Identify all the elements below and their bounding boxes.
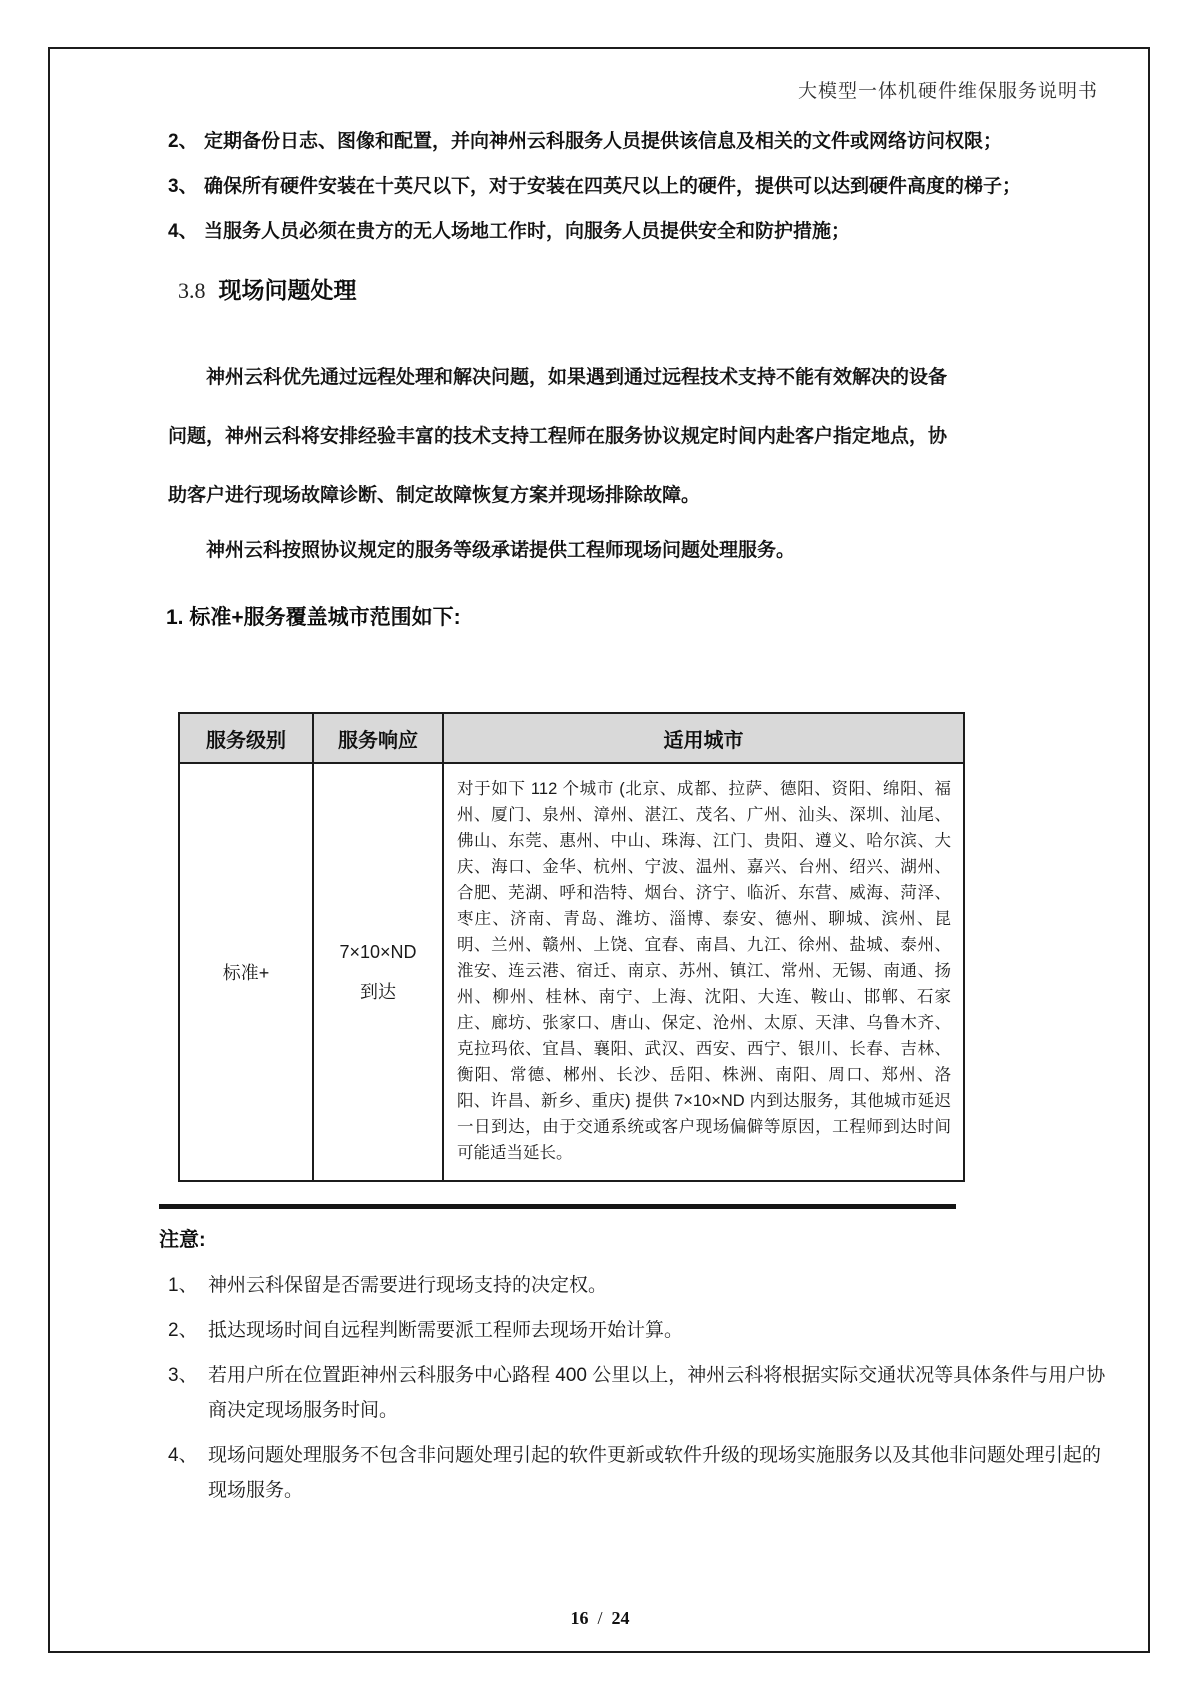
- notes-list: [168, 1268, 1118, 1508]
- note-item: [168, 1358, 1118, 1428]
- section-title: 现场问题处理: [218, 277, 357, 303]
- header-service-level: 服务级别: [179, 713, 313, 763]
- list-item: [168, 130, 1048, 153]
- page-footer: [0, 1608, 1200, 1629]
- list-item-text: 定期备份日志、图像和配置，并向神州云科服务人员提供该信息及相关的文件或网络访问权限；: [204, 131, 1003, 152]
- list-item: [168, 220, 1048, 243]
- footer-separator: /: [597, 1608, 603, 1628]
- section-heading: [178, 272, 357, 305]
- table-caption-heading: 1. 标准+服务覆盖城市范围如下:: [166, 606, 461, 629]
- list-item-number: 3、: [168, 176, 198, 197]
- note-item-text: 若用户所在位置距神州云科服务中心路程 400 公里以上，神州云科将根据实际交通状况等具体条件与用户协商决定现场服务时间。: [208, 1365, 1106, 1421]
- footer-page-number: 16: [570, 1608, 589, 1628]
- note-item: [168, 1438, 1118, 1508]
- table-header-row: [179, 713, 964, 763]
- notes-label: 注意:: [159, 1229, 206, 1251]
- note-item-text: 神州云科保留是否需要进行现场支持的决定权。: [208, 1275, 608, 1296]
- note-item-text: 现场问题处理服务不包含非问题处理引起的软件更新或软件升级的现场实施服务以及其他非问题处理引起的现场服务。: [208, 1445, 1102, 1501]
- thick-divider-rule: [159, 1204, 956, 1209]
- list-item: [168, 175, 1048, 198]
- header-applicable-cities: 适用城市: [443, 713, 964, 763]
- document-header-title: 大模型一体机硬件维保服务说明书: [797, 81, 1098, 102]
- note-item-number: 1、: [168, 1275, 198, 1296]
- service-response-line1: 7×10×ND: [339, 942, 417, 962]
- top-numbered-list: [168, 130, 1048, 265]
- note-item: [168, 1313, 1118, 1348]
- header-service-response: 服务响应: [313, 713, 443, 763]
- list-item-number: 2、: [168, 131, 198, 152]
- list-item-number: 4、: [168, 221, 198, 242]
- paragraph-remote-first: 神州云科优先通过远程处理和解决问题，如果遇到通过远程技术支持不能有效解决的设备问题，神州云科将安排经验丰富的技术支持工程师在服务协议规定时间内赴客户指定地点，协助客户进行现场故障诊断、制定故障恢复方案并现场排除故障。: [168, 367, 948, 506]
- note-item-number: 4、: [168, 1445, 198, 1466]
- service-response-line2: 到达: [360, 982, 396, 1002]
- cell-service-response: [313, 763, 443, 1181]
- section-number: 3.8: [178, 278, 206, 303]
- list-item-text: 当服务人员必须在贵方的无人场地工作时，向服务人员提供安全和防护措施；: [204, 221, 851, 242]
- note-item: [168, 1268, 1118, 1303]
- service-coverage-table: [178, 712, 965, 1182]
- note-item-text: 抵达现场时间自远程判断需要派工程师去现场开始计算。: [208, 1320, 684, 1341]
- cell-applicable-cities: 对于如下 112 个城市 (北京、成都、拉萨、德阳、资阳、绵阳、福州、厦门、泉州、漳州、湛江、茂名、广州、汕头、深圳、汕尾、佛山、东莞、惠州、中山、珠海、江门、贵阳、遵义、哈尔滨、大庆、海口、金华、杭州、宁波、温州、嘉兴、台州、绍兴、湖州、合肥、芜湖、呼和浩特、烟台、济宁、临沂、东营、威海、菏泽、枣庄、济南、青岛、潍坊、淄博、泰安、德州、聊城、滨州、昆明、兰州、赣州、上饶、宜春、南昌、九江、徐州、盐城、泰州、淮安、连云港、宿迁、南京、苏州、镇江、常州、无锡、南通、扬州、柳州、桂林、南宁、上海、沈阳、大连、鞍山、邯郸、石家庄、廊坊、张家口、唐山、保定、沧州、太原、天津、乌鲁木齐、克拉玛依、宜昌、襄阳、武汉、西安、西宁、银川、长春、吉林、衡阳、常德、郴州、长沙、岳阳、株洲、南阳、周口、郑州、洛阳、许昌、新乡、重庆) 提供 7×10×ND 内到达服务，其他城市延迟一日到达，由于交通系统或客户现场偏僻等原因，工程师到达时间可能适当延长。: [443, 763, 964, 1181]
- table-row: [179, 763, 964, 1181]
- footer-total-pages: 24: [611, 1608, 630, 1628]
- lower-content: [0, 712, 1200, 1629]
- note-item-number: 3、: [168, 1365, 198, 1386]
- paragraph-sla-commitment: 神州云科按照协议规定的服务等级承诺提供工程师现场问题处理服务。: [206, 540, 796, 561]
- note-item-number: 2、: [168, 1320, 198, 1341]
- cell-service-level: 标准+: [179, 763, 313, 1181]
- list-item-text: 确保所有硬件安装在十英尺以下，对于安装在四英尺以上的硬件，提供可以达到硬件高度的梯子；: [204, 176, 1022, 197]
